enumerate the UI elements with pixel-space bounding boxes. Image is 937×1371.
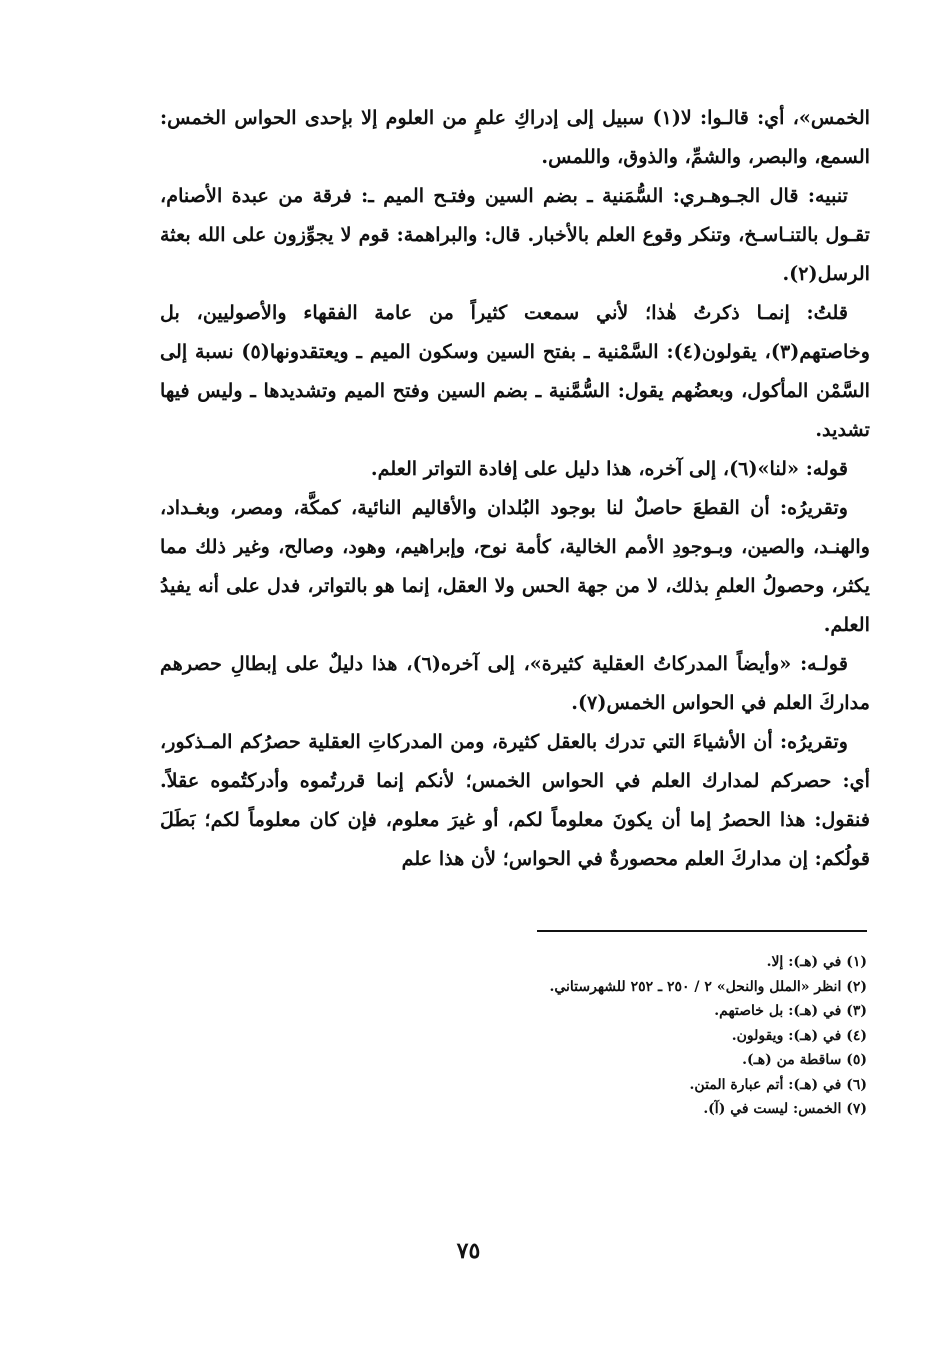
footnote-5: (٥) ساقطة من (هـ). (742, 1052, 867, 1068)
footnote-6: (٦) في (هـ): أتم عبارة المتن. (689, 1076, 867, 1093)
footnote-divider (537, 930, 867, 932)
paragraph-explanation-2: وتقريرُه: أن الأشياءَ التي تدرك بالعقل كثيرة، ومن المدركاتِ العقلية حصرُكم المـذكور، أي: حصركم لمدارك العلم في الحواس الخمس؛ لأنكم إنما قررتُموه وأدركتُموه عقلاً. فنقول: هذا الحصرُ إما أن يكونَ معلوماً لكم، أو غيرَ معلوم، فإن كان معلوماً لكم؛ بَطَلَ قولُكم: إن مداركَ العلم محصورةٌ في الحواس؛ لأن هذا علم (160, 730, 870, 870)
paragraph-quote-lana: قوله: «لنا»(٦)، إلى آخره، هذا دليل على إفادة التواتر العلم. (370, 457, 848, 480)
paragraph-quote-intellect: قولـه: «وأيضاً المدركاتُ العقلية كثيرة»، إلى آخره(٦)، هذا دليلٌ على إبطالِ حصرهم مداركَ العلم في الحواس الخمس(٧). (160, 652, 870, 714)
paragraph-explanation-1: وتقريرُه: أن القطعَ حاصلٌ لنا بوجود البُلدان والأقاليم النائية، كمكَّة، ومصر، وبغـداد، والهنـد، والصين، وبـوجودِ الأمم الخالية، كأمة نوح، وإبراهيم، وهود، وصالح، وغير ذلك مما يكثر، وحصولُ العلمِ بذلك، لا من جهة الحس ولا العقل، إنما هو بالتواتر، فدل على أنه يفيدُ العلم. (160, 496, 870, 636)
main-text (160, 98, 870, 878)
footnote-1: (١) في (هـ): إلا. (766, 954, 867, 970)
footnote-7: (٧) الخمس: ليست في (آ). (703, 1101, 867, 1117)
page-number: ٧٥ (456, 1238, 481, 1264)
paragraph-continuation: الخمس»، أي: قالـوا: لا(١) سبيل إلى إدراكِ علمٍ من العلوم إلا بإحدى الحواس الخمس: السمع، والبصر، والشمِّ، والذوق، واللمس. (160, 106, 870, 168)
paragraph-note: تنبيه: قال الجـوهـري: السُّمَنية ـ بضم السين وفتـح الميم ـ: فرقة من عبدة الأصنام، تقـول بالتنـاسـخ، وتنكر وقوع العلم بالأخبار. قال: والبراهمة: قوم لا يجوِّزون على الله بعثة الرسل(٢). (160, 184, 870, 285)
footnote-4: (٤) في (هـ): ويقولون. (731, 1027, 867, 1044)
footnotes (167, 950, 867, 1122)
footnote-2: (٢) انظر «الملل والنحل» ٢ / ٢٥٠ ـ ٢٥٢ للشهرستاني. (549, 978, 867, 995)
footnote-3: (٣) في (هـ): بل خاصتهم. (714, 1003, 867, 1019)
paragraph-remark: قلتُ: إنمـا ذكرتُ هٰذا؛ لأني سمعت كثيراً من عامة الفقهاء والأصوليين، بل وخاصتهم(٣)، يقولون(٤): السَّمْنية ـ بفتح السين وسكون الميم ـ ويعتقدونها(٥) نسبة إلى السَّمْن المأكول، وبعضُهم يقول: السُّمَّنية ـ بضم السين وفتح الميم وتشديدها ـ وليس فيها تشديد. (160, 301, 870, 441)
